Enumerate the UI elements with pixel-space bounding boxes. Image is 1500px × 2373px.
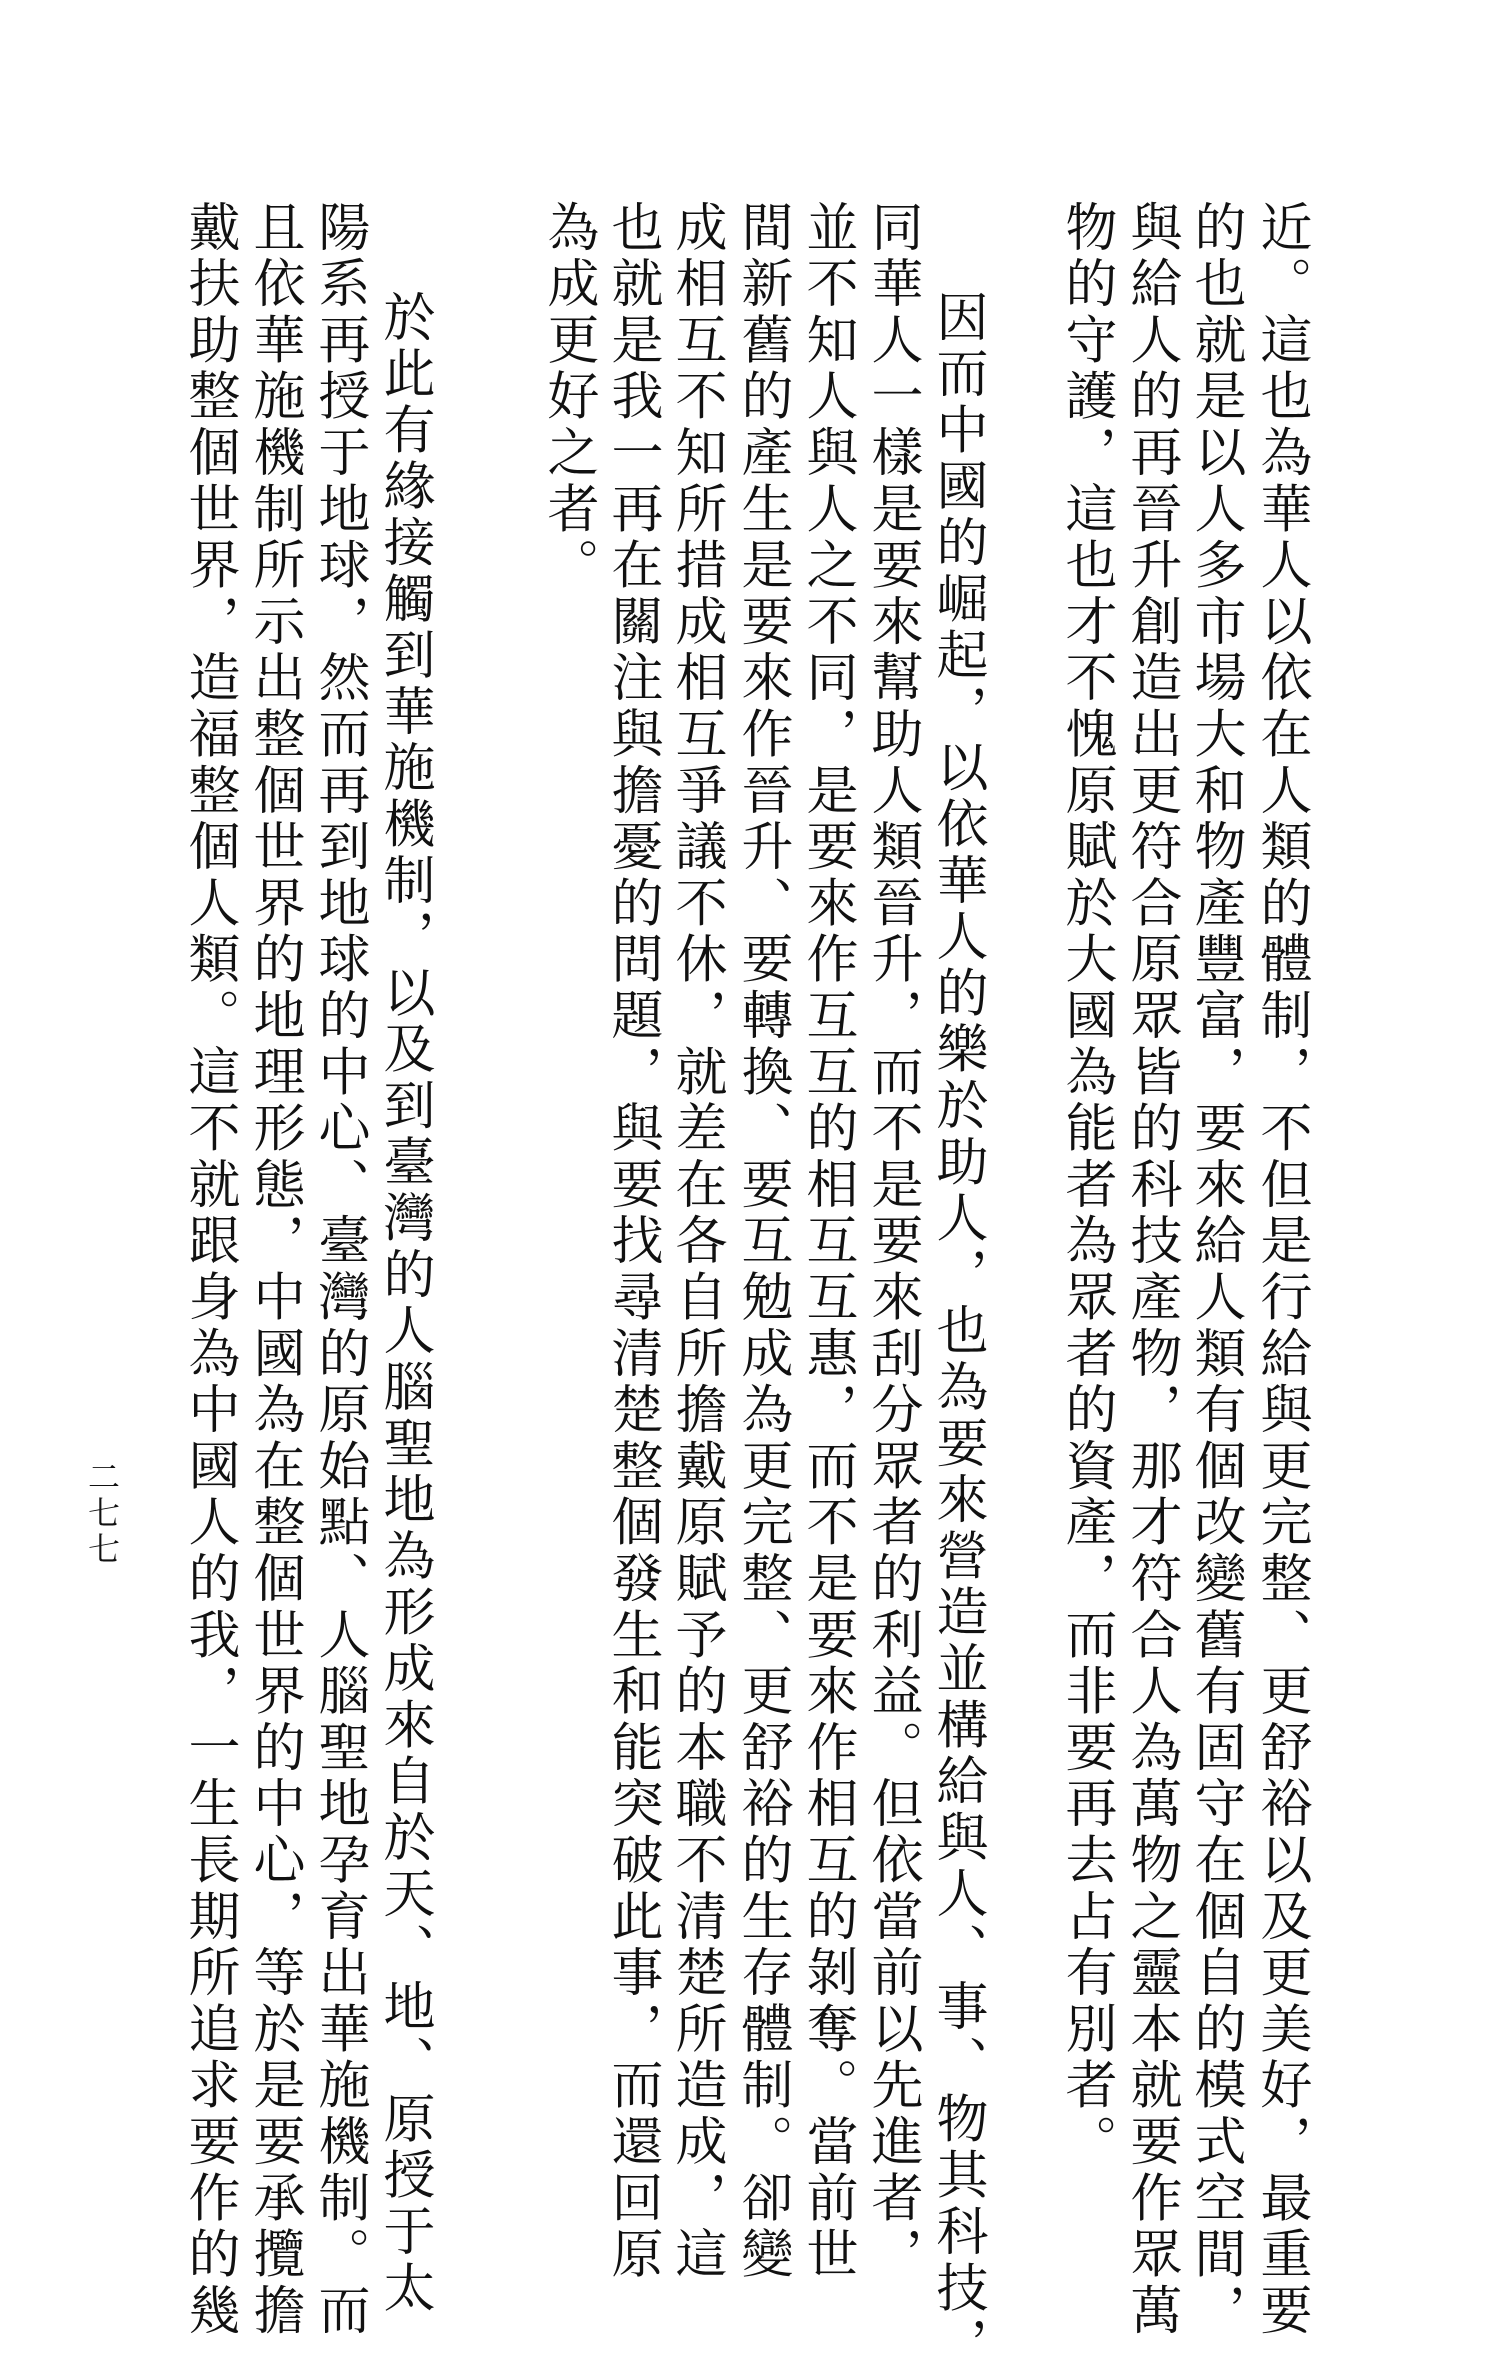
text-column: 同華人一樣是要來幫助人類晉升，而不是要來刮分眾者的利益。但依當前以先進者， [862,200,922,2284]
text-column: 成相互不知所措成相互爭議不休，就差在各自所擔戴原賦予的本職不清楚所造成，這 [666,200,726,2284]
text-column: 且依華施機制所示出整個世界的地理形態，中國為在整個世界的中心，等於是要承攬擔 [244,200,304,2340]
text-column: 陽系再授于地球，然而再到地球的中心、臺灣的原始點、人腦聖地孕育出華施機制。而 [309,200,369,2340]
text-column: 間新舊的產生是要來作晉升、要轉換、要互勉成為更完整、更舒裕的生存體制。卻變 [732,200,792,2284]
page-number: 二七七 [83,1460,121,1568]
text-column: 近。這也為華人以依在人類的體制，不但是行給與更完整、更舒裕以及更美好，最重要 [1251,200,1311,2340]
text-column: 戴扶助整個世界，造福整個人類。這不就跟身為中國人的我，一生長期所追求要作的幾 [179,200,239,2340]
text-column: 因而中國的崛起，以依華人的樂於助人，也為要來營造並構給與人、事、物其科技， [927,290,987,2373]
text-column: 也就是我一再在關注與擔憂的問題，與要找尋清楚整個發生和能突破此事，而還回原 [602,200,662,2284]
text-column: 於此有緣接觸到華施機制，以及到臺灣的人腦聖地為形成來自於天、地、原授于太 [374,290,434,2317]
text-column: 為成更好之者。 [538,200,598,595]
text-column: 與給人的再晉升創造出更符合原眾皆的科技產物，那才符合人為萬物之靈本就要作眾萬 [1121,200,1181,2340]
text-column: 並不知人與人之不同，是要來作互互的相互互惠，而不是要來作相互的剝奪。當前世 [797,200,857,2284]
text-column: 物的守護，這也才不愧原賦於大國為能者為眾者的資產，而非要再去占有別者。 [1056,200,1116,2171]
text-column: 的也就是以人多市場大和物產豐富，要來給人類有個改變舊有固守在個自的模式空間， [1185,200,1245,2340]
